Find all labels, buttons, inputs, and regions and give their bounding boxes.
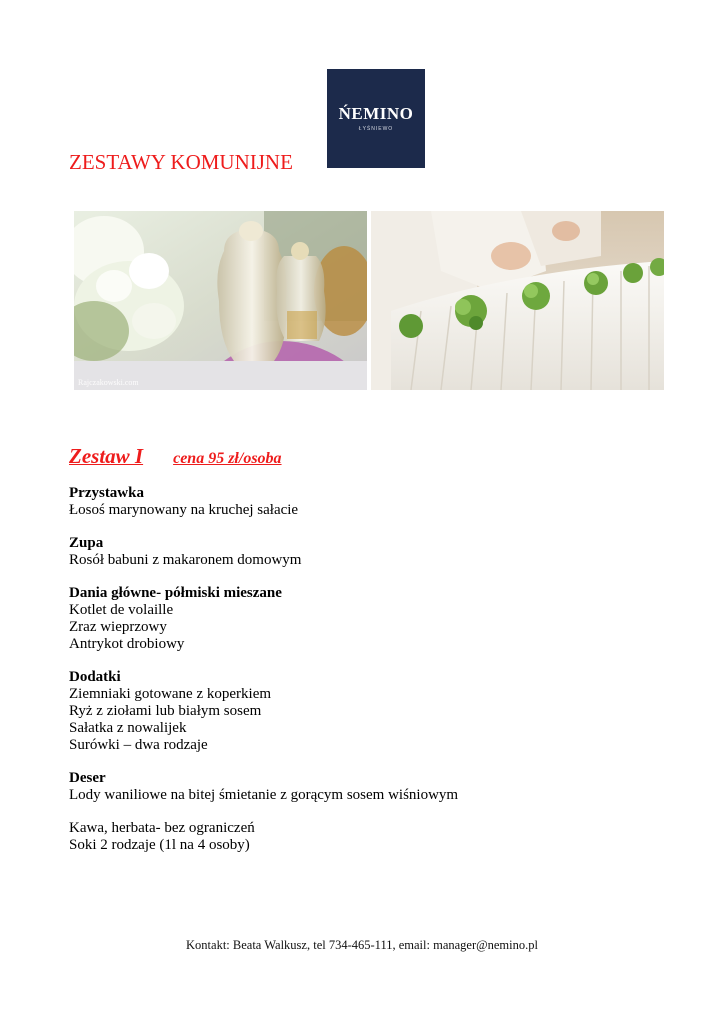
section-przystawka (69, 485, 669, 519)
menu-item: Surówki – dwa rodzaje (69, 737, 208, 753)
menu-item: Zraz wieprzowy (69, 619, 167, 635)
extras-item: Kawa, herbata- bez ograniczeń (69, 820, 255, 836)
menu-item: Łosoś marynowany na kruchej sałacie (69, 502, 299, 518)
nemino-logo (327, 69, 425, 168)
menu-item: Sałatka z nowalijek (69, 720, 187, 736)
menu-item: Ziemniaki gotowane z koperkiem (69, 686, 272, 702)
section-title: Dodatki (69, 669, 121, 685)
page-title: ZESTAWY KOMUNIJNE (69, 150, 293, 174)
crystal-cruets-photo (74, 211, 367, 390)
section-title: Zupa (69, 535, 104, 551)
section-dodatki (69, 669, 669, 754)
set-price: cena 95 zł/osoba (173, 450, 282, 467)
contact-footer (0, 938, 724, 953)
menu-item: Antrykot drobiowy (69, 636, 185, 652)
section-title: Dania główne- półmiski mieszane (69, 585, 282, 601)
contact-text: Kontakt: Beata Walkusz, tel 734-465-111, email: manager@nemino.pl (186, 938, 538, 952)
menu-item: Kotlet de volaille (69, 602, 174, 618)
menu-item: Ryż z ziołami lub białym sosem (69, 703, 262, 719)
section-dania-glowne (69, 585, 669, 653)
logo-name: ŃEMINO (338, 104, 414, 123)
section-title: Deser (69, 770, 106, 786)
set-name: Zestaw I (69, 444, 144, 468)
menu-item: Lody waniliowe na bitej śmietanie z gorącym sosem wiśniowym (69, 787, 459, 803)
extras (69, 820, 669, 854)
set-heading (69, 444, 282, 469)
section-deser (69, 770, 669, 804)
menu-item: Rosół babuni z makaronem domowym (69, 552, 302, 568)
photo-watermark: Rajczakowski.com (78, 378, 139, 387)
extras-item: Soki 2 rodzaje (1l na 4 osoby) (69, 837, 250, 853)
section-title: Przystawka (69, 485, 144, 501)
section-zupa (69, 535, 669, 569)
menu-list (69, 485, 669, 854)
communion-children-photo (371, 211, 664, 390)
logo-subtitle: ŁYŚNIEWO (358, 126, 394, 132)
